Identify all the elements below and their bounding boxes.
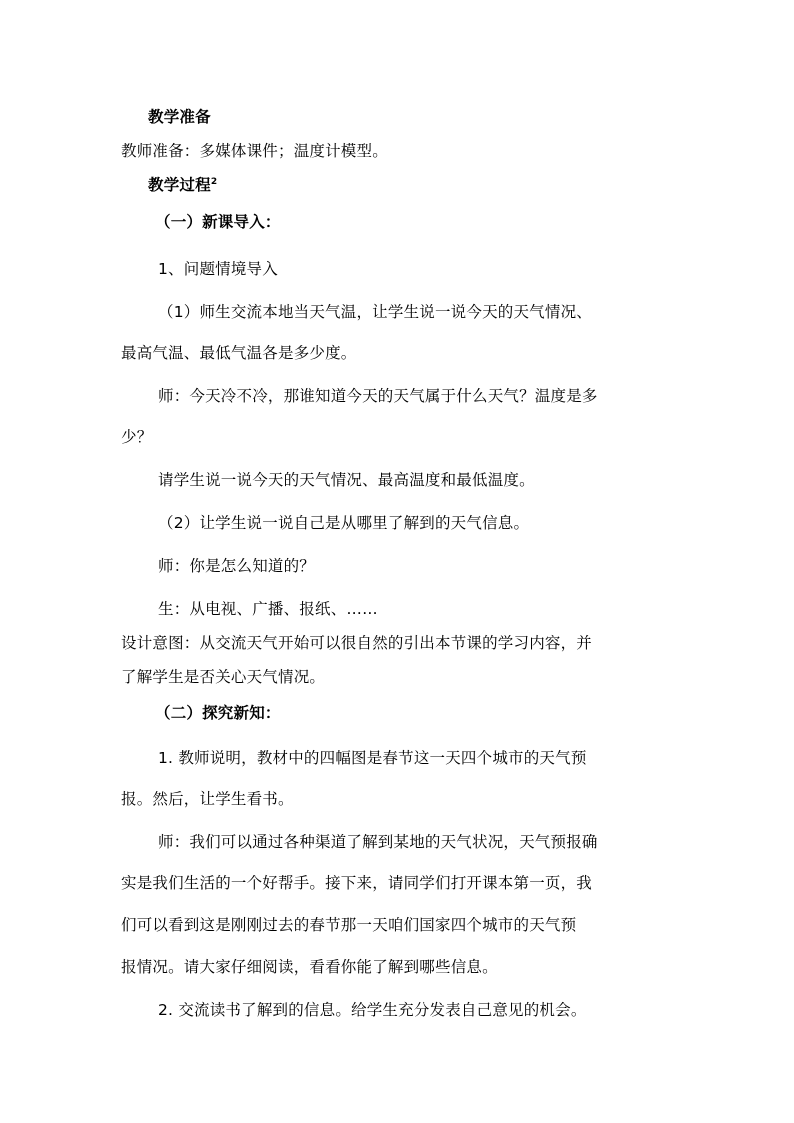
item-1-title: 1、问题情境导入 (158, 260, 278, 278)
paragraph-7-line-2: 报。然后，让学生看书。 (121, 790, 294, 808)
design-intent-line-2: 了解学生是否关心天气情况。 (121, 668, 326, 686)
paragraph-8-line-1: 师：我们可以通过各种渠道了解到某地的天气状况，天气预报确 (158, 833, 598, 851)
paragraph-2-line-2: 少？ (121, 428, 153, 446)
paragraph-3: 请学生说一说今天的天气情况、最高温度和最低温度。 (158, 471, 535, 489)
paragraph-8-line-4: 报情况。请大家仔细阅读，看看你能了解到哪些信息。 (121, 958, 498, 976)
paragraph-8-line-3: 们可以看到这是刚刚过去的春节那一天咱们国家四个城市的天气预 (121, 916, 577, 934)
heading-teaching-preparation: 教学准备 (148, 108, 211, 126)
paragraph-4: （2）让学生说一说自己是从哪里了解到的天气信息。 (158, 514, 530, 532)
heading-teaching-process (148, 175, 217, 195)
paragraph-8-line-2: 实是我们生活的一个好帮手。接下来，请同学们打开课本第一页，我 (121, 874, 593, 892)
heading-process-mark: 2 (210, 176, 218, 187)
paragraph-2-line-1: 师：今天冷不冷，那谁知道今天的天气属于什么天气？温度是多 (158, 387, 598, 405)
paragraph-1-line-1: （1）师生交流本地当天气温，让学生说一说今天的天气情况、 (158, 303, 592, 321)
section-2-title: （二）探究新知： (155, 704, 281, 722)
paragraph-5: 师：你是怎么知道的？ (158, 557, 316, 575)
heading-teaching-process-text: 教学过程 (148, 176, 211, 194)
paragraph-1-line-2: 最高气温、最低气温各是多少度。 (121, 344, 357, 362)
section-1-title: （一）新课导入： (155, 213, 281, 231)
design-intent-line-1: 设计意图：从交流天气开始可以很自然的引出本节课的学习内容，并 (121, 634, 593, 652)
paragraph-9: 2. 交流读书了解到的信息。给学生充分发表自己意见的机会。 (158, 1001, 587, 1019)
paragraph-7-line-1: 1. 教师说明，教材中的四幅图是春节这一天四个城市的天气预 (158, 749, 587, 767)
paragraph-6: 生：从电视、广播、报纸、…… (158, 600, 378, 618)
teacher-preparation: 教师准备：多媒体课件；温度计模型。 (121, 142, 388, 160)
